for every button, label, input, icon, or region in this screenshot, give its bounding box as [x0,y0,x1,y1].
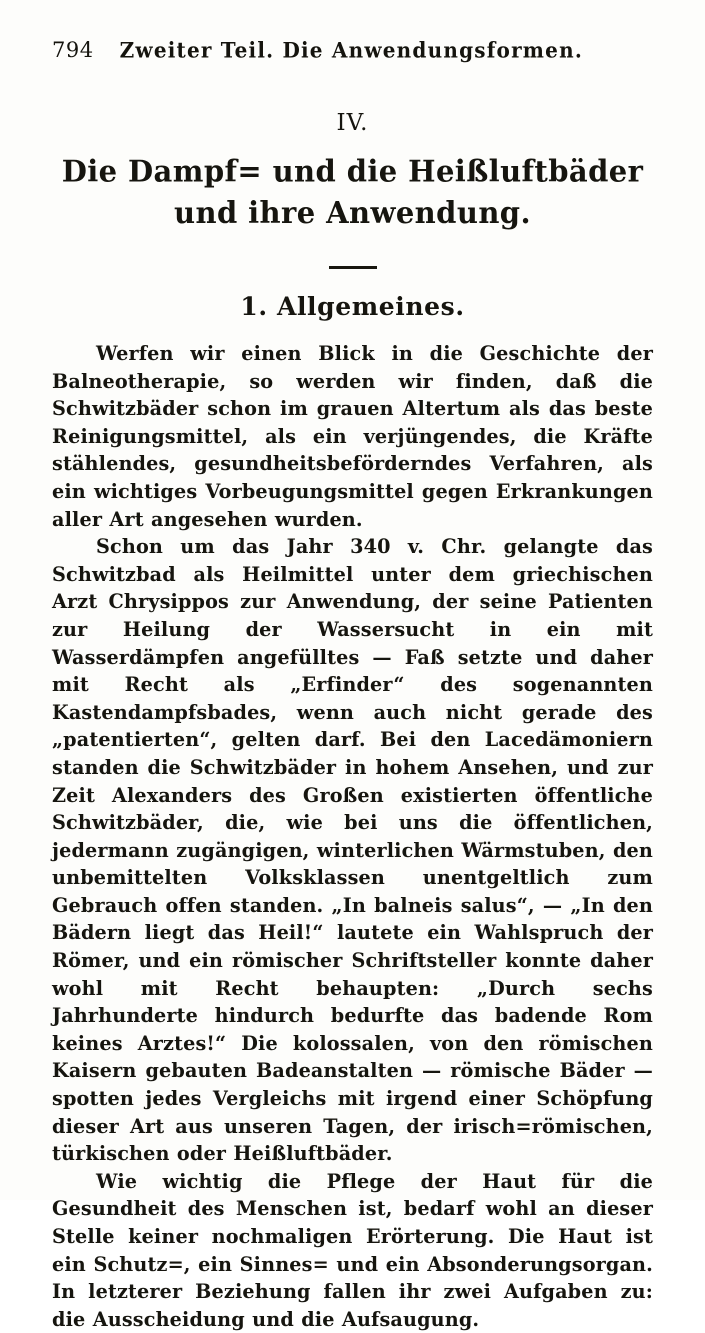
chapter-title: Die Dampf= und die Heißluftbäder und ihre Anwendung. [61,153,644,231]
page-number: 794 [52,38,94,62]
ornamental-rule [329,266,377,269]
chapter-number: IV. [336,110,369,136]
running-head [52,38,653,62]
paragraph: Wie wichtig die Pflege der Haut für die Gesundheit des Menschen ist, bedarf wohl an dieser Stelle keiner nochmaligen Erörterung. Die Haut ist ein Schutz=, ein Sinnes= und ein Absonderungsorgan. In letzterer Beziehung fallen ihr zwei Aufgaben zu: die Ausscheidung und die Aufsaugung. [52,1169,653,1331]
paragraph: Schon um das Jahr 340 v. Chr. gelangte das Schwitzbad als Heilmittel unter dem griechischen Arzt Chrysippos zur Anwendung, der seine Patienten zur Heilung der Wassersucht in ein mit Wasserdämpfen angefülltes — Faß setzte und daher mit Recht als „Erfinder“ des sogenannten Kastendampfsbades, wenn auch nicht gerade des „patentierten“, gelten darf. Bei den Lacedämoniern standen die Schwitzbäder in hohem Ansehen, und zur Zeit Alexanders des Großen existierten öffentliche Schwitzbäder, die, wie bei uns die öffentlichen, jedermann zugängigen, winterlichen Wärmstuben, den unbemittelten Volksklassen unentgeltlich zum Gebrauch offen standen. „In balneis salus“, — „In den Bädern liegt das Heil!“ lautete ein Wahlspruch der Römer, und ein römischer Schriftsteller konnte daher wohl mit Recht behaupten: „Durch sechs Jahrhunderte hindurch bedurfte das badende Rom keines Arztes!“ Die kolossalen, von den römischen Kaisern gebauten Badeanstalten — römische Bäder — spotten jedes Vergleichs mit irgend einer Schöpfung dieser Art aus unseren Tagen, der irisch=römischen, türkischen oder Heißluftbäder. [52,535,653,1166]
running-head-title: Zweiter Teil. Die Anwendungsformen. [119,37,583,63]
body-text [52,340,653,1333]
section-title: 1. Allgemeines. [240,292,465,321]
paragraph: Werfen wir einen Blick in die Geschichte der Balneotherapie, so werden wir finden, daß die Schwitzbäder schon im grauen Altertum als das beste Reinigungsmittel, als ein verjüngendes, die Kräfte stählendes, gesundheitsbeförderndes Verfahren, als ein wichtiges Vorbeugungsmittel gegen Erkrankungen aller Art angesehen wurden. [52,342,653,531]
